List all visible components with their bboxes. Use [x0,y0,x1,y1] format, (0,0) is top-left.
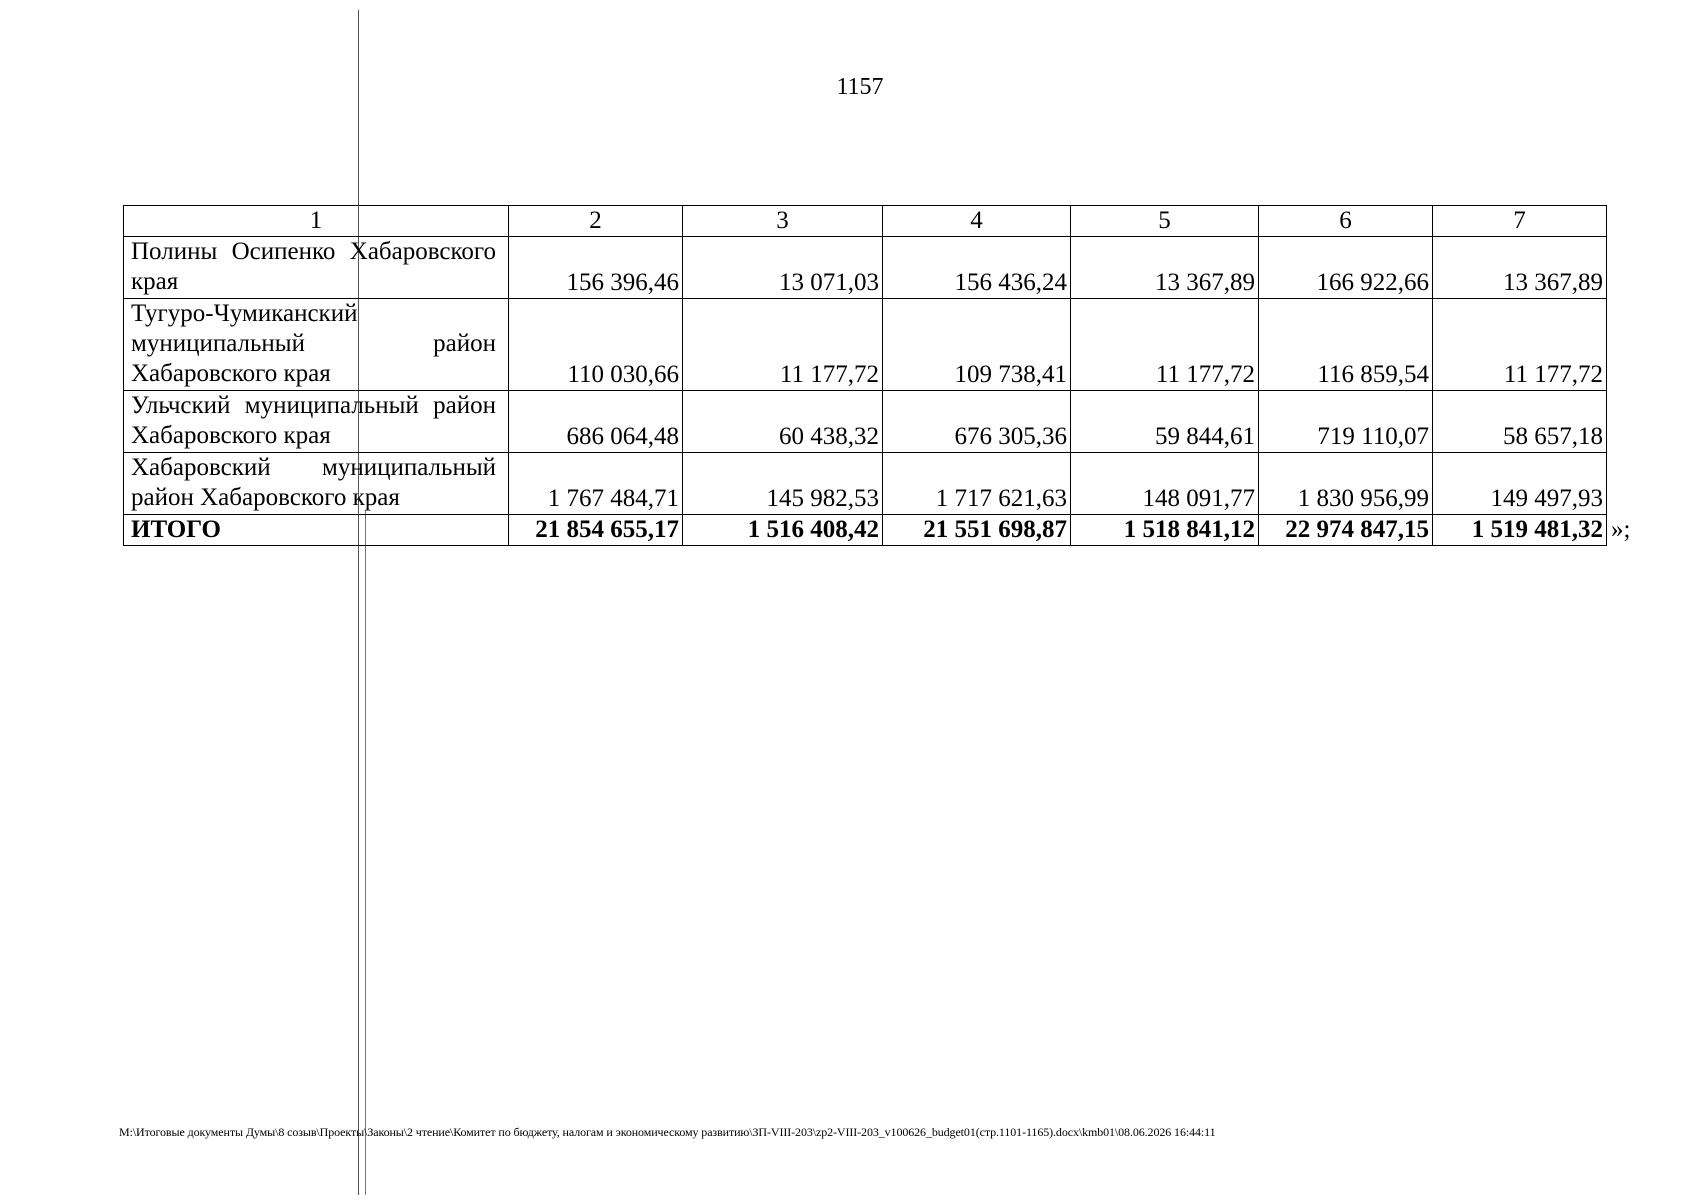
value-cell: 110 030,66 [509,299,683,391]
column-number-header: 2 [509,206,683,237]
value-cell: 149 497,93 [1433,453,1607,515]
column-number-header: 1 [124,206,509,237]
total-label: ИТОГО [124,515,509,546]
value-cell: 1 830 956,99 [1259,453,1433,515]
value-cell: 11 177,72 [1433,299,1607,391]
value-cell: 1 717 621,63 [883,453,1071,515]
value-cell: 58 657,18 [1433,391,1607,453]
table-row [124,237,1607,299]
value-cell: 11 177,72 [683,299,883,391]
total-value-cell: 1 516 408,42 [683,515,883,546]
value-cell: 686 064,48 [509,391,683,453]
row-name-cell: Тугуро-Чумиканский муниципальный район Хабаровского края [124,299,509,391]
scan-artifact-line-secondary [365,510,366,1195]
value-cell: 116 859,54 [1259,299,1433,391]
value-cell: 109 738,41 [883,299,1071,391]
table-row [124,391,1607,453]
value-cell: 148 091,77 [1071,453,1259,515]
total-value-cell: 1 518 841,12 [1071,515,1259,546]
page-number: 1157 [836,74,884,100]
value-cell: 60 438,32 [683,391,883,453]
closing-quote-mark: »; [1611,516,1631,543]
column-number-header: 4 [883,206,1071,237]
value-cell: 13 367,89 [1433,237,1607,299]
row-name-cell: Ульчский муниципальный район Хабаровского края [124,391,509,453]
table-row [124,299,1607,391]
row-name-cell: Хабаровский муниципальный район Хабаровского края [124,453,509,515]
total-row [124,515,1607,546]
row-name-cell: Полины Осипенко Хабаровского края [124,237,509,299]
value-cell: 719 110,07 [1259,391,1433,453]
value-cell: 13 367,89 [1071,237,1259,299]
column-number-header: 3 [683,206,883,237]
value-cell: 166 922,66 [1259,237,1433,299]
value-cell: 11 177,72 [1071,299,1259,391]
scan-artifact-line [358,10,359,1195]
total-value-cell: 22 974 847,15 [1259,515,1433,546]
value-cell: 156 396,46 [509,237,683,299]
total-value-cell: 21 854 655,17 [509,515,683,546]
value-cell: 1 767 484,71 [509,453,683,515]
total-value-cell: 1 519 481,32 [1433,515,1607,546]
column-number-header: 5 [1071,206,1259,237]
total-value-cell: 21 551 698,87 [883,515,1071,546]
value-cell: 13 071,03 [683,237,883,299]
footer-file-path: M:\Итоговые документы Думы\8 созыв\Проекты\Законы\2 чтение\Комитет по бюджету, налогам и экономическому развитию\ЗП-VIII-203\zp2-VIII-203_v100626_budget01(стр.1101-1165).docx\kmb01\08.06.2026 16:44:11 [119,1125,1216,1139]
budget-table [123,205,1607,546]
value-cell: 156 436,24 [883,237,1071,299]
table-header-row [124,206,1607,237]
value-cell: 59 844,61 [1071,391,1259,453]
value-cell: 676 305,36 [883,391,1071,453]
column-number-header: 7 [1433,206,1607,237]
value-cell: 145 982,53 [683,453,883,515]
column-number-header: 6 [1259,206,1433,237]
table-row [124,453,1607,515]
